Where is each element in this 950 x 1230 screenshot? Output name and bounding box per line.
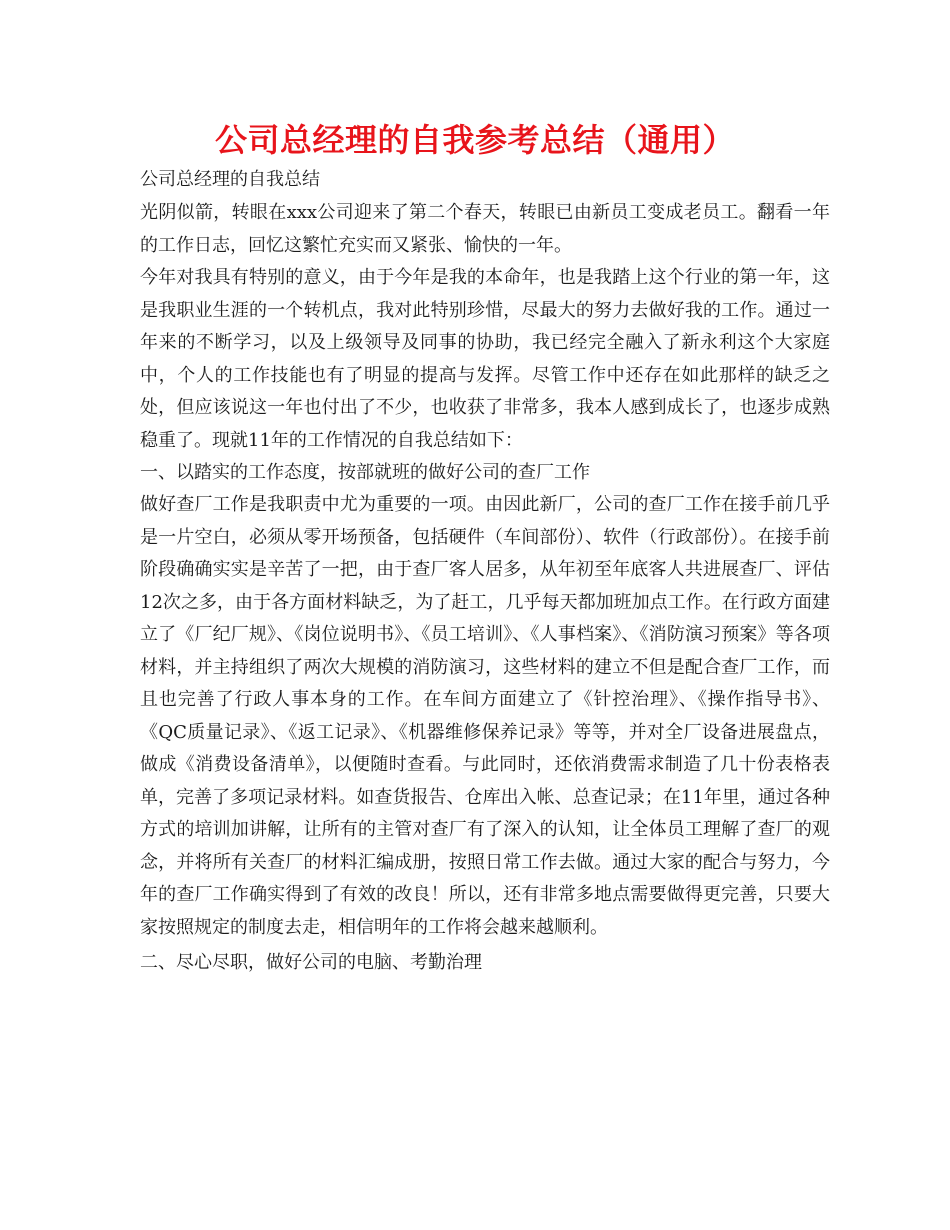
section-heading-2: 二、尽心尽职，做好公司的电脑、考勤治理 xyxy=(140,952,482,973)
document-body xyxy=(140,166,830,979)
document-subtitle: 公司总经理的自我总结 xyxy=(140,169,320,190)
paragraph-significance: 今年对我具有特别的意义，由于今年是我的本命年，也是我踏上这个行业的第一年，这是我职业生涯的一个转机点，我对此特别珍惜，尽最大的努力去做好我的工作。通过一年来的不断学习，以及上级领导及同事的协助，我已经完全融入了新永利这个大家庭中，个人的工作技能也有了明显的提高与发挥。尽管工作中还存在如此那样的缺乏之处，但应该说这一年也付出了不少，也收获了非常多，我本人感到成长了，也逐步成熟稳重了。现就11年的工作情况的自我总结如下： xyxy=(140,267,830,451)
section-heading-1: 一、以踏实的工作态度，按部就班的做好公司的查厂工作 xyxy=(140,462,590,483)
document-title: 公司总经理的自我参考总结（通用） xyxy=(214,121,735,159)
paragraph-intro: 光阴似箭，转眼在xxx公司迎来了第二个春天，转眼已由新员工变成老员工。翻看一年的工作日志，回忆这繁忙充实而又紧张、愉快的一年。 xyxy=(140,202,830,256)
paragraph-inspection-work: 做好查厂工作是我职责中尤为重要的一项。由因此新厂，公司的查厂工作在接手前几乎是一片空白，必须从零开场预备，包括硬件（车间部份）、软件（行政部份）。在接手前阶段确确实实是辛苦了一把，由于查厂客人居多，从年初至年底客人共进展查厂、评估12次之多，由于各方面材料缺乏，为了赶工，几乎每天都加班加点工作。在行政方面建立了《厂纪厂规》、《岗位说明书》、《员工培训》、《人事档案》、《消防演习预案》等各项材料，并主持组织了两次大规模的消防演习，这些材料的建立不但是配合查厂工作，而且也完善了行政人事本身的工作。在车间方面建立了《针控治理》、《操作指导书》、《QC质量记录》、《返工记录》、《机器维修保养记录》等等，并对全厂设备进展盘点，做成《消费设备清单》，以便随时查看。与此同时，还依消费需求制造了几十份表格表单，完善了多项记录材料。如查货报告、仓库出入帐、总查记录；在11年里，通过各种方式的培训加讲解，让所有的主管对查厂有了深入的认知，让全体员工理解了查厂的观念，并将所有关查厂的材料汇编成册，按照日常工作去做。通过大家的配合与努力，今年的查厂工作确实得到了有效的改良！所以，还有非常多地点需要做得更完善，只要大家按照规定的制度去走，相信明年的工作将会越来越顺利。 xyxy=(140,494,830,938)
